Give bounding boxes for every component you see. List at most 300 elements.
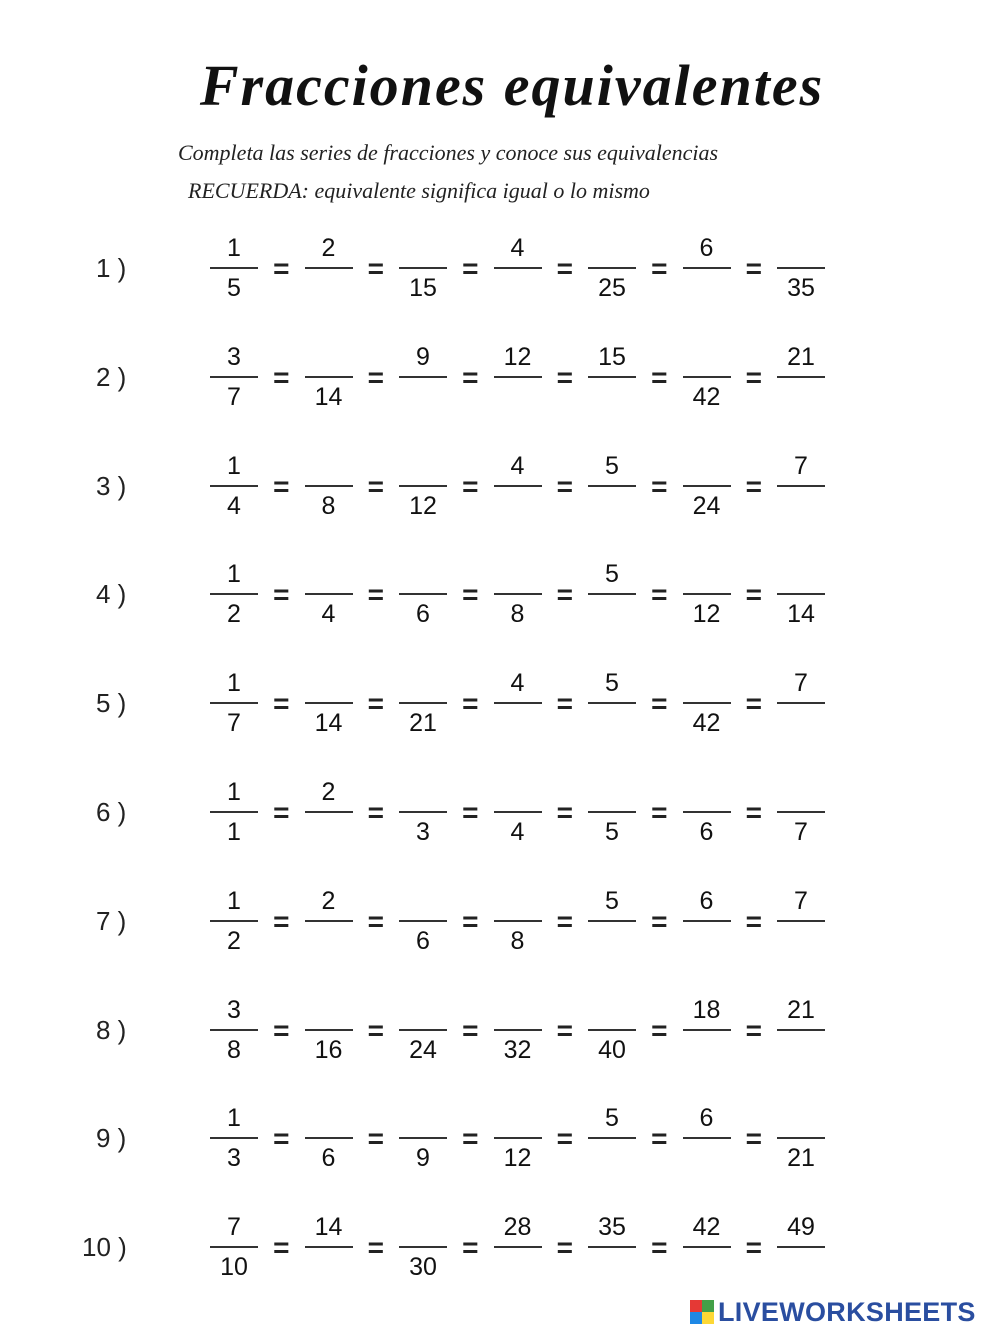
fraction xyxy=(777,995,825,1071)
equals-sign: = xyxy=(462,797,479,828)
exercise-row xyxy=(0,1212,1000,1292)
worksheet-title: Fracciones equivalentes xyxy=(199,53,825,118)
fraction-numerator: 1 xyxy=(227,778,241,806)
fraction-numerator: 5 xyxy=(605,451,619,480)
equals-sign: = xyxy=(651,579,668,611)
equals-sign: = xyxy=(745,797,762,828)
equals-sign: = xyxy=(367,688,384,720)
fraction-bar xyxy=(588,811,636,813)
equals-sign: = xyxy=(367,1123,384,1155)
fraction xyxy=(305,1103,353,1179)
fraction-numerator: 2 xyxy=(321,886,336,915)
fraction-bar xyxy=(683,1246,731,1248)
numerator-answer-input[interactable] xyxy=(403,235,443,263)
fraction-denominator: 12 xyxy=(692,600,721,629)
fraction-denominator: 30 xyxy=(409,1253,437,1282)
denominator-answer-input[interactable] xyxy=(781,710,821,738)
equals-sign: = xyxy=(651,905,668,937)
fraction-denominator: 2 xyxy=(227,600,241,629)
fraction-denominator: 25 xyxy=(598,274,626,302)
equals-sign: = xyxy=(462,688,479,720)
fraction-bar xyxy=(683,702,731,704)
fraction-bar xyxy=(683,485,731,487)
exercise-number: 4 ) xyxy=(96,579,127,610)
numerator-answer-input[interactable] xyxy=(498,561,538,589)
fraction-bar xyxy=(777,376,825,378)
fraction xyxy=(588,886,636,962)
fraction-bar xyxy=(494,376,542,378)
numerator-answer-input[interactable] xyxy=(781,1105,821,1133)
fraction-bar xyxy=(588,1137,636,1139)
fraction xyxy=(588,451,636,527)
equals-sign: = xyxy=(462,361,479,393)
fraction-numerator: 35 xyxy=(598,1213,626,1242)
logo-square-yellow xyxy=(702,1312,714,1324)
fraction-denominator: 21 xyxy=(787,1144,815,1173)
fraction-numerator: 1 xyxy=(227,669,241,698)
fraction-denominator: 4 xyxy=(510,818,525,846)
fraction-denominator: 24 xyxy=(692,491,721,520)
fraction-bar xyxy=(399,1137,447,1139)
liveworksheets-logo-icon xyxy=(690,1300,714,1324)
numerator-answer-input[interactable] xyxy=(781,561,821,589)
fraction xyxy=(777,886,825,962)
numerator-answer-input[interactable] xyxy=(403,561,443,589)
fraction-bar xyxy=(588,920,636,922)
fraction xyxy=(494,233,542,309)
fraction-bar xyxy=(305,267,353,269)
fraction-bar xyxy=(305,702,353,704)
denominator-answer-input[interactable] xyxy=(781,928,821,956)
fraction xyxy=(588,1212,636,1288)
equals-sign: = xyxy=(556,905,573,937)
numerator-answer-input[interactable] xyxy=(403,779,443,807)
denominator-answer-input[interactable] xyxy=(781,1254,821,1282)
fraction xyxy=(305,233,353,309)
exercise-row xyxy=(0,995,1000,1075)
fraction-bar xyxy=(777,811,825,813)
equals-sign: = xyxy=(556,253,573,284)
numerator-answer-input[interactable] xyxy=(687,670,727,698)
equals-sign: = xyxy=(556,688,573,720)
denominator-answer-input[interactable] xyxy=(592,493,632,521)
fraction xyxy=(683,559,731,635)
denominator-answer-input[interactable] xyxy=(781,384,821,412)
fraction xyxy=(210,995,258,1071)
denominator-answer-input[interactable] xyxy=(592,1254,632,1282)
fraction-bar xyxy=(399,485,447,487)
fraction-bar xyxy=(210,485,258,487)
denominator-answer-input[interactable] xyxy=(687,275,727,303)
fraction-denominator: 7 xyxy=(227,709,241,738)
denominator-answer-input[interactable] xyxy=(592,1145,632,1173)
fraction-numerator: 14 xyxy=(314,1213,343,1242)
equals-sign: = xyxy=(462,1232,479,1264)
denominator-answer-input[interactable] xyxy=(403,384,443,412)
equals-sign: = xyxy=(745,1123,762,1155)
fraction-bar xyxy=(588,485,636,487)
fraction xyxy=(494,1103,542,1179)
exercise-row xyxy=(0,342,1000,422)
denominator-answer-input[interactable] xyxy=(498,493,538,521)
numerator-answer-input[interactable] xyxy=(687,561,727,589)
fraction-bar xyxy=(305,1246,353,1248)
numerator-answer-input[interactable] xyxy=(309,561,349,589)
denominator-answer-input[interactable] xyxy=(592,601,632,629)
denominator-answer-input[interactable] xyxy=(592,928,632,956)
equals-sign: = xyxy=(367,1014,384,1046)
fraction-numerator: 21 xyxy=(787,995,815,1024)
equals-sign: = xyxy=(556,470,573,502)
fraction-denominator: 3 xyxy=(416,818,430,846)
numerator-answer-input[interactable] xyxy=(592,997,632,1025)
fraction-bar xyxy=(305,593,353,595)
numerator-answer-input[interactable] xyxy=(592,779,632,807)
exercise-number: 9 ) xyxy=(96,1123,127,1154)
fraction-denominator: 5 xyxy=(605,818,619,846)
fraction-bar xyxy=(683,920,731,922)
fraction-bar xyxy=(399,702,447,704)
fraction-numerator: 7 xyxy=(227,1213,241,1242)
fraction-bar xyxy=(494,1246,542,1248)
exercise-number: 8 ) xyxy=(96,1014,127,1045)
fraction xyxy=(494,668,542,744)
equals-sign: = xyxy=(651,470,668,502)
exercise-row xyxy=(0,886,1000,966)
denominator-answer-input[interactable] xyxy=(687,928,727,956)
fraction xyxy=(588,342,636,418)
fraction-bar xyxy=(777,593,825,595)
denominator-answer-input[interactable] xyxy=(781,493,821,521)
fraction-bar xyxy=(305,376,353,378)
equals-sign: = xyxy=(273,470,290,502)
equals-sign: = xyxy=(273,361,290,393)
denominator-answer-input[interactable] xyxy=(687,1037,727,1065)
fraction xyxy=(777,1212,825,1288)
denominator-answer-input[interactable] xyxy=(687,1145,727,1173)
numerator-answer-input[interactable] xyxy=(309,453,349,481)
denominator-answer-input[interactable] xyxy=(309,1254,349,1282)
equals-sign: = xyxy=(367,1232,384,1264)
fraction xyxy=(494,342,542,418)
fraction-bar xyxy=(305,1137,353,1139)
fraction-bar xyxy=(777,1137,825,1139)
fraction-numerator: 1 xyxy=(227,234,241,262)
equals-sign: = xyxy=(462,579,479,611)
fraction xyxy=(399,233,447,309)
fraction xyxy=(683,995,731,1071)
fraction-numerator: 21 xyxy=(787,342,815,371)
fraction-bar xyxy=(777,1246,825,1248)
fraction-denominator: 32 xyxy=(503,1035,532,1064)
equals-sign: = xyxy=(556,1014,573,1046)
equals-sign: = xyxy=(273,688,290,720)
fraction xyxy=(210,668,258,744)
fraction-bar xyxy=(777,702,825,704)
fraction-numerator: 3 xyxy=(227,342,241,371)
worksheet-instructions: Completa las series de fracciones y conoce sus equivalencias xyxy=(178,140,719,165)
fraction-numerator: 6 xyxy=(699,1104,714,1133)
fraction-numerator: 7 xyxy=(794,451,808,480)
fraction-denominator: 10 xyxy=(220,1253,248,1282)
numerator-answer-input[interactable] xyxy=(498,1105,538,1133)
numerator-answer-input[interactable] xyxy=(309,344,349,372)
equals-sign: = xyxy=(651,797,668,828)
fraction-bar xyxy=(399,811,447,813)
denominator-answer-input[interactable] xyxy=(592,384,632,412)
fraction-bar xyxy=(777,920,825,922)
fraction-denominator: 42 xyxy=(692,382,721,411)
fraction xyxy=(777,1103,825,1179)
equals-sign: = xyxy=(651,361,668,393)
fraction xyxy=(683,342,731,418)
fraction-bar xyxy=(683,593,731,595)
fraction xyxy=(588,1103,636,1179)
equals-sign: = xyxy=(273,1014,290,1046)
equals-sign: = xyxy=(745,253,762,284)
numerator-answer-input[interactable] xyxy=(309,670,349,698)
fraction xyxy=(777,342,825,418)
equals-sign: = xyxy=(273,253,290,284)
fraction xyxy=(494,995,542,1071)
fraction-denominator: 4 xyxy=(227,491,241,520)
numerator-answer-input[interactable] xyxy=(403,453,443,481)
fraction-numerator: 5 xyxy=(605,1104,619,1133)
fraction-bar xyxy=(494,267,542,269)
fraction-denominator: 9 xyxy=(416,1144,430,1173)
fraction-numerator: 4 xyxy=(510,451,525,480)
numerator-answer-input[interactable] xyxy=(498,779,538,807)
numerator-answer-input[interactable] xyxy=(403,1214,443,1242)
numerator-answer-input[interactable] xyxy=(498,997,538,1025)
fraction xyxy=(588,668,636,744)
numerator-answer-input[interactable] xyxy=(498,888,538,916)
exercise-number: 1 ) xyxy=(96,253,127,283)
denominator-answer-input[interactable] xyxy=(781,1037,821,1065)
fraction-bar xyxy=(683,376,731,378)
numerator-answer-input[interactable] xyxy=(687,779,727,807)
fraction-denominator: 7 xyxy=(227,382,241,411)
fraction-bar xyxy=(683,1029,731,1031)
exercise-number: 7 ) xyxy=(96,905,127,936)
equals-sign: = xyxy=(745,905,762,937)
fraction-bar xyxy=(305,485,353,487)
fraction-denominator: 8 xyxy=(510,926,525,955)
fraction-denominator: 16 xyxy=(314,1035,343,1064)
fraction xyxy=(588,995,636,1071)
fraction-numerator: 3 xyxy=(227,995,241,1024)
exercise-number: 2 ) xyxy=(96,361,127,392)
numerator-answer-input[interactable] xyxy=(403,1105,443,1133)
fraction-numerator: 9 xyxy=(416,342,430,371)
fraction-numerator: 7 xyxy=(794,669,808,698)
fraction-bar xyxy=(399,267,447,269)
fraction xyxy=(305,451,353,527)
equals-sign: = xyxy=(651,688,668,720)
numerator-answer-input[interactable] xyxy=(781,235,821,263)
fraction xyxy=(683,668,731,744)
fraction-denominator: 3 xyxy=(227,1144,241,1173)
fraction-bar xyxy=(588,1246,636,1248)
fraction xyxy=(399,777,447,853)
fraction-bar xyxy=(494,811,542,813)
equals-sign: = xyxy=(745,579,762,611)
equals-sign: = xyxy=(556,579,573,611)
exercise-row xyxy=(0,233,1000,313)
fraction xyxy=(210,559,258,635)
fraction-bar xyxy=(399,376,447,378)
equals-sign: = xyxy=(273,1123,290,1155)
equals-sign: = xyxy=(367,253,384,284)
exercise-number: 10 ) xyxy=(82,1232,127,1263)
denominator-answer-input[interactable] xyxy=(498,710,538,738)
fraction-numerator: 1 xyxy=(227,886,241,915)
fraction-bar xyxy=(210,267,258,269)
fraction xyxy=(494,451,542,527)
equals-sign: = xyxy=(745,688,762,720)
fraction xyxy=(305,342,353,418)
equals-sign: = xyxy=(367,797,384,828)
fraction-numerator: 6 xyxy=(699,886,714,915)
fraction-numerator: 4 xyxy=(510,234,525,262)
fraction xyxy=(305,995,353,1071)
exercise-number: 6 ) xyxy=(96,797,127,827)
fraction-numerator: 4 xyxy=(510,669,525,698)
fraction-denominator: 14 xyxy=(314,382,343,411)
equals-sign: = xyxy=(651,253,668,284)
fraction xyxy=(494,559,542,635)
numerator-answer-input[interactable] xyxy=(781,779,821,807)
fraction xyxy=(683,233,731,309)
fraction-bar xyxy=(494,1029,542,1031)
numerator-answer-input[interactable] xyxy=(309,997,349,1025)
fraction xyxy=(210,451,258,527)
denominator-answer-input[interactable] xyxy=(309,275,349,303)
fraction-denominator: 6 xyxy=(416,926,430,955)
equals-sign: = xyxy=(462,470,479,502)
fraction xyxy=(588,559,636,635)
equals-sign: = xyxy=(651,1014,668,1046)
fraction-bar xyxy=(683,267,731,269)
fraction-numerator: 42 xyxy=(692,1213,721,1242)
fraction-denominator: 8 xyxy=(227,1035,241,1064)
fraction-denominator: 8 xyxy=(510,600,525,629)
equals-sign: = xyxy=(556,361,573,393)
fraction-denominator: 15 xyxy=(409,274,437,302)
fraction-bar xyxy=(588,702,636,704)
fraction xyxy=(683,1212,731,1288)
fraction-numerator: 18 xyxy=(692,995,721,1024)
liveworksheets-logo[interactable] xyxy=(690,1294,976,1330)
fraction xyxy=(210,342,258,418)
fraction-bar xyxy=(399,1246,447,1248)
fraction-numerator: 12 xyxy=(503,342,532,371)
denominator-answer-input[interactable] xyxy=(309,819,349,847)
fraction-bar xyxy=(210,1137,258,1139)
fraction-bar xyxy=(494,1137,542,1139)
fraction-bar xyxy=(210,1029,258,1031)
fraction-denominator: 4 xyxy=(321,600,336,629)
equals-sign: = xyxy=(651,1232,668,1264)
denominator-answer-input[interactable] xyxy=(592,710,632,738)
exercise-number: 3 ) xyxy=(96,470,127,501)
fraction xyxy=(494,886,542,962)
numerator-answer-input[interactable] xyxy=(309,1105,349,1133)
fraction-numerator: 1 xyxy=(227,560,241,589)
fraction xyxy=(210,1212,258,1288)
fraction-denominator: 8 xyxy=(321,491,336,520)
fraction-bar xyxy=(210,593,258,595)
denominator-answer-input[interactable] xyxy=(309,928,349,956)
denominator-answer-input[interactable] xyxy=(498,275,538,303)
fraction xyxy=(777,777,825,853)
fraction xyxy=(399,1103,447,1179)
numerator-answer-input[interactable] xyxy=(687,453,727,481)
fraction xyxy=(210,233,258,309)
fraction-denominator: 24 xyxy=(409,1035,437,1064)
fraction xyxy=(399,886,447,962)
exercise-row xyxy=(0,777,1000,857)
logo-square-blue xyxy=(690,1312,702,1324)
denominator-answer-input[interactable] xyxy=(498,1254,538,1282)
fraction-numerator: 28 xyxy=(503,1213,532,1242)
denominator-answer-input[interactable] xyxy=(498,384,538,412)
fraction-numerator: 5 xyxy=(605,560,619,589)
equals-sign: = xyxy=(462,905,479,937)
fraction-numerator: 1 xyxy=(227,1104,241,1133)
fraction-numerator: 7 xyxy=(794,886,808,915)
fraction-numerator: 5 xyxy=(605,669,619,698)
fraction xyxy=(683,451,731,527)
numerator-answer-input[interactable] xyxy=(403,997,443,1025)
fraction-denominator: 7 xyxy=(794,818,808,846)
equals-sign: = xyxy=(273,1232,290,1264)
fraction-bar xyxy=(210,376,258,378)
exercise-row xyxy=(0,668,1000,748)
fraction xyxy=(777,451,825,527)
fraction-numerator: 2 xyxy=(321,234,336,262)
fraction xyxy=(777,668,825,744)
fraction-numerator: 49 xyxy=(787,1213,815,1242)
fraction xyxy=(399,1212,447,1288)
exercise-row xyxy=(0,559,1000,639)
equals-sign: = xyxy=(462,253,479,284)
liveworksheets-logo-text: LIVEWORKSHEETS xyxy=(718,1296,976,1327)
fraction xyxy=(777,233,825,309)
fraction-denominator: 21 xyxy=(409,709,437,738)
equals-sign: = xyxy=(273,797,290,828)
fraction-bar xyxy=(588,1029,636,1031)
numerator-answer-input[interactable] xyxy=(592,235,632,263)
numerator-answer-input[interactable] xyxy=(687,344,727,372)
fraction xyxy=(494,1212,542,1288)
equals-sign: = xyxy=(367,361,384,393)
equals-sign: = xyxy=(745,470,762,502)
fraction-bar xyxy=(494,920,542,922)
numerator-answer-input[interactable] xyxy=(403,670,443,698)
equals-sign: = xyxy=(462,1014,479,1046)
denominator-answer-input[interactable] xyxy=(687,1254,727,1282)
equals-sign: = xyxy=(273,579,290,611)
exercise-number: 5 ) xyxy=(96,688,127,719)
fraction-bar xyxy=(588,267,636,269)
numerator-answer-input[interactable] xyxy=(403,888,443,916)
fraction-bar xyxy=(305,811,353,813)
equals-sign: = xyxy=(745,361,762,393)
fraction xyxy=(305,777,353,853)
fraction xyxy=(683,777,731,853)
fraction xyxy=(683,1103,731,1179)
